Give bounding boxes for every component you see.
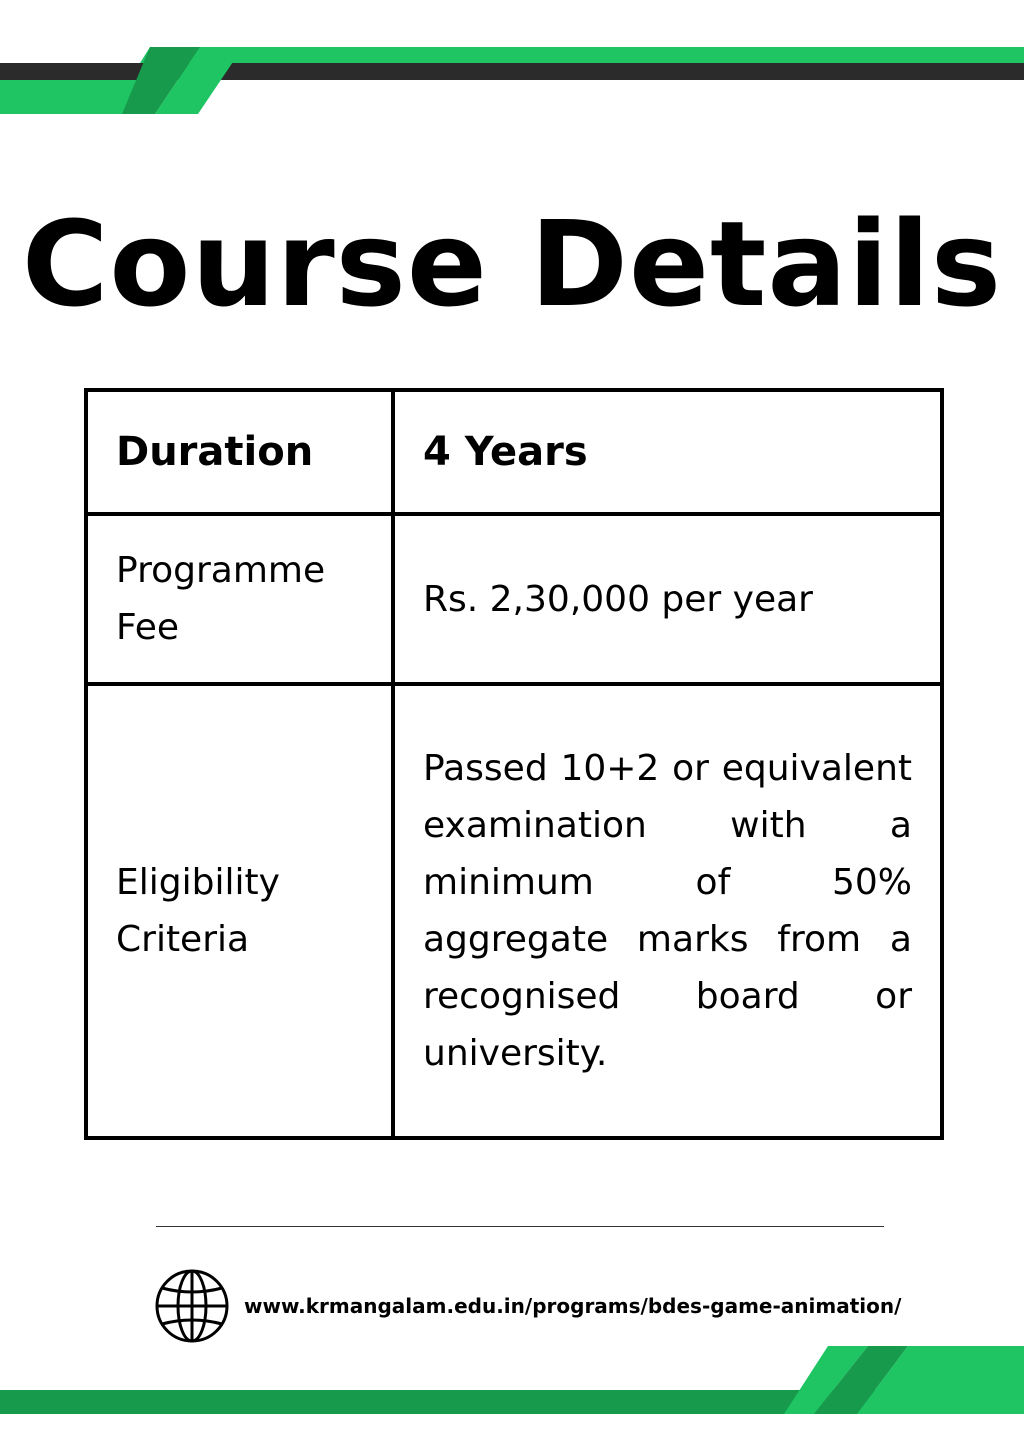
table-row xyxy=(86,514,942,684)
eligibility-label: Eligibility Criteria xyxy=(86,684,393,1138)
top-stripe-decoration xyxy=(0,0,1024,120)
duration-value: 4 Years xyxy=(393,390,942,514)
eligibility-value: Passed 10+2 or equivalent examination with a minimum of 50% aggregate marks from a recognised board or university. xyxy=(393,684,942,1138)
programme-fee-label: Programme Fee xyxy=(86,514,393,684)
website-link[interactable]: www.krmangalam.edu.in/programs/bdes-game-animation/ xyxy=(244,1294,902,1318)
course-details-table xyxy=(84,388,944,1140)
table-row xyxy=(86,390,942,514)
page-title: Course Details xyxy=(21,195,1003,333)
programme-fee-value: Rs. 2,30,000 per year xyxy=(393,514,942,684)
duration-label: Duration xyxy=(86,390,393,514)
table-row xyxy=(86,684,942,1138)
footer-divider xyxy=(156,1226,884,1227)
globe-icon xyxy=(154,1268,230,1344)
